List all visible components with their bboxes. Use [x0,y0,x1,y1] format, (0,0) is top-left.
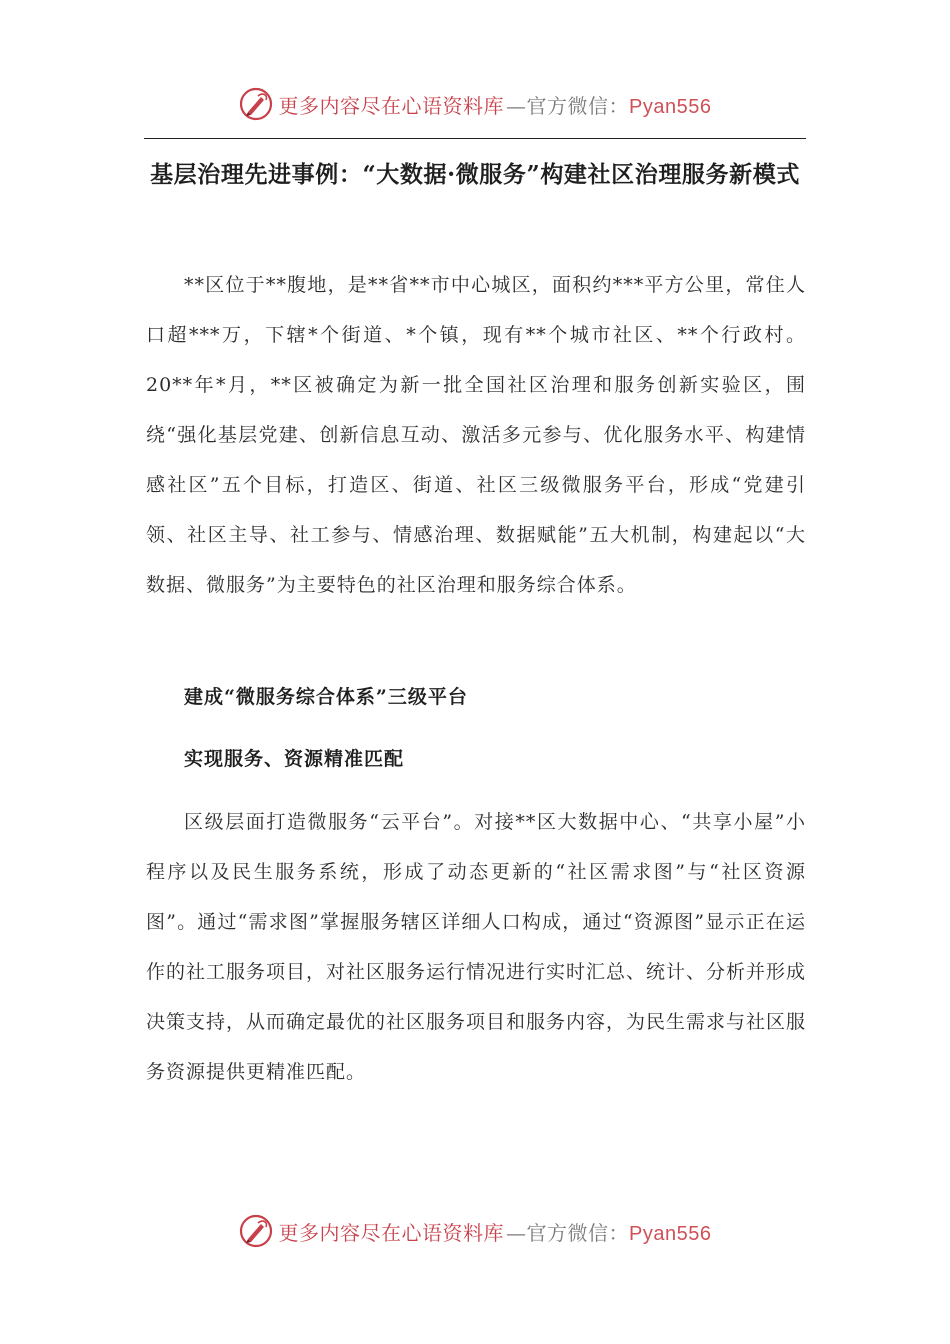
document-title: 基层治理先进事例：“大数据·微服务”构建社区治理服务新模式 [150,161,800,188]
paragraph-cloud-platform: 区级层面打造微服务“云平台”。对接**区大数据中心、“共享小屋”小程序以及民生服务系统，形成了动态更新的“社区需求图”与“社区资源图”。通过“需求图”掌握服务辖区详细人口构成，通过“资源图”显示正在运作的社工服务项目，对社区服务运行情况进行实时汇总、统计、分析并形成决策支持，从而确定最优的社区服务项目和服务内容，为民生需求与社区服务资源提供更精准匹配。 [146,811,807,1083]
header-watermark [0,84,950,124]
header-divider [144,138,806,139]
paragraph-intro: **区位于**腹地，是**省**市中心城区，面积约***平方公里，常住人口超***万，下辖*个街道、*个镇，现有**个城市社区、**个行政村。20**年*月，**区被确定为新一批全国社区治理和服务创新实验区，围绕“强化基层党建、创新信息互动、激活多元参与、优化服务水平、构建情感社区”五个目标，打造区、街道、社区三级微服务平台，形成“党建引领、社区主导、社工参与、情感治理、数据赋能”五大机制，构建起以“大数据、微服务”为主要特色的社区治理和服务综合体系。 [146,274,806,596]
pen-logo-icon [239,1214,273,1248]
watermark-handle: Pyan556 [629,1222,712,1245]
watermark-brand: 更多内容尽在心语资料库 [278,1220,505,1245]
watermark-official: —官方微信： [506,1220,630,1245]
watermark-text [279,90,712,119]
watermark-official: —官方微信： [506,93,630,118]
subsection-heading: 实现服务、资源精准匹配 [184,748,405,770]
watermark-handle: Pyan556 [629,95,712,118]
section-heading: 建成“微服务综合体系”三级平台 [184,686,468,708]
footer-watermark [0,1211,950,1251]
pen-logo-icon [239,87,273,121]
watermark-text [279,1217,712,1246]
watermark-brand: 更多内容尽在心语资料库 [278,93,505,118]
